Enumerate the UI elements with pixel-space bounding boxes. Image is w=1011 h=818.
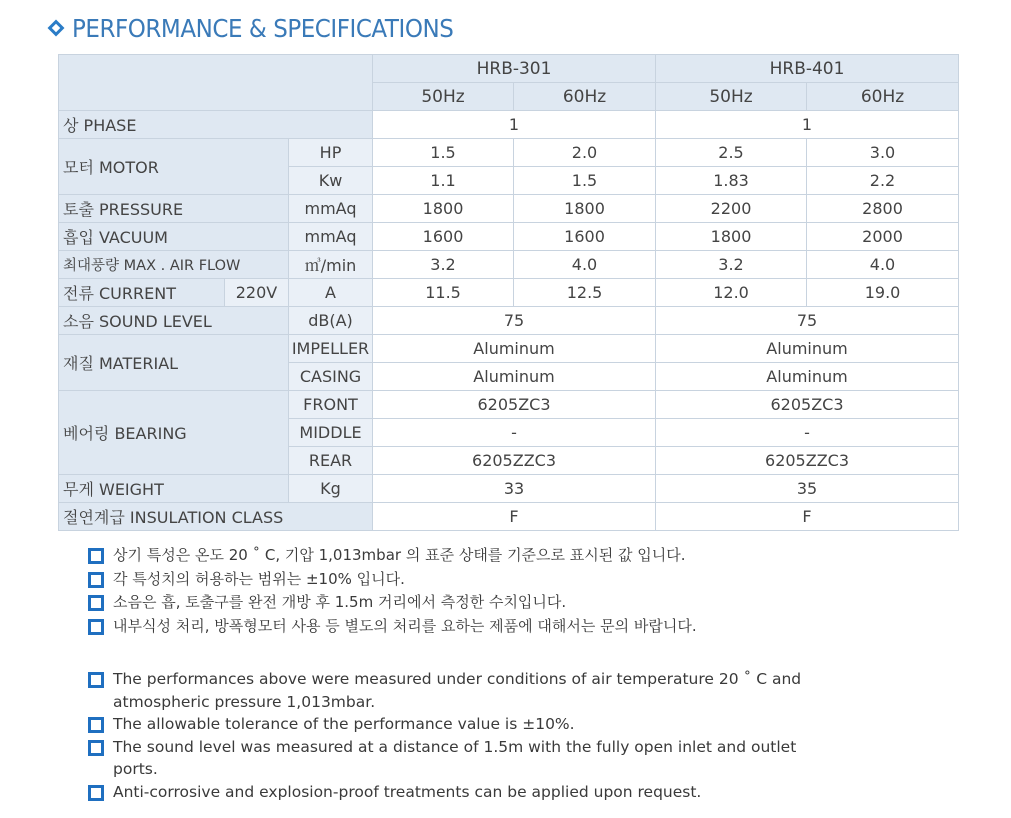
cell-value: Aluminum — [373, 363, 656, 391]
note-text: 상기 특성은 온도 20 ˚ C, 기압 1,013mbar 의 표준 상태를 기준으로 표시된 값 입니다. — [113, 546, 686, 564]
header-corner — [59, 55, 373, 111]
cell-value: 4.0 — [514, 251, 656, 279]
unit-cell: MIDDLE — [289, 419, 373, 447]
row-label-motor: 모터 MOTOR — [59, 139, 289, 195]
cell-value: 6205ZZC3 — [656, 447, 959, 475]
cell-value: - — [656, 419, 959, 447]
list-item — [88, 668, 828, 713]
cell-value: 2800 — [807, 195, 959, 223]
note-text: The allowable tolerance of the performance value is ±10%. — [113, 715, 575, 733]
row-label-pressure: 토출 PRESSURE — [59, 195, 289, 223]
unit-cell: ㎥/min — [289, 251, 373, 279]
square-bullet-icon — [88, 672, 104, 688]
cell-value: 4.0 — [807, 251, 959, 279]
cell-value: 75 — [656, 307, 959, 335]
list-item — [88, 591, 697, 615]
cell-value: 1600 — [514, 223, 656, 251]
list-item — [88, 615, 697, 639]
section-title — [48, 12, 487, 44]
table-row — [59, 475, 959, 503]
unit-cell: REAR — [289, 447, 373, 475]
list-item — [88, 544, 697, 568]
cell-value: 1.83 — [656, 167, 807, 195]
unit-cell: mmAq — [289, 195, 373, 223]
table-row — [59, 251, 959, 279]
row-label-material: 재질 MATERIAL — [59, 335, 289, 391]
cell-value: 11.5 — [373, 279, 514, 307]
cell-value: 1 — [373, 111, 656, 139]
square-bullet-icon — [88, 619, 104, 635]
notes-english — [88, 668, 828, 803]
unit-cell: CASING — [289, 363, 373, 391]
row-label-sound: 소음 SOUND LEVEL — [59, 307, 289, 335]
cell-value: 2.5 — [656, 139, 807, 167]
unit-cell: Kg — [289, 475, 373, 503]
note-text: The performances above were measured under conditions of air temperature 20 ˚ C and atmospheric pressure 1,013mbar. — [113, 670, 802, 711]
square-bullet-icon — [88, 740, 104, 756]
cell-value: 3.2 — [656, 251, 807, 279]
cell-value: 1.5 — [514, 167, 656, 195]
row-label-weight: 무게 WEIGHT — [59, 475, 289, 503]
square-bullet-icon — [88, 595, 104, 611]
freq-header: 50Hz — [656, 83, 807, 111]
notes-korean — [88, 544, 697, 638]
cell-value: 12.0 — [656, 279, 807, 307]
square-bullet-icon — [88, 785, 104, 801]
cell-value: 2.2 — [807, 167, 959, 195]
row-label-insulation: 절연계급 INSULATION CLASS — [59, 503, 373, 531]
list-item — [88, 736, 828, 781]
table-row — [59, 307, 959, 335]
row-label-airflow — [59, 251, 289, 279]
cell-value: 3.0 — [807, 139, 959, 167]
unit-cell: dB(A) — [289, 307, 373, 335]
voltage-cell: 220V — [225, 279, 289, 307]
unit-cell: A — [289, 279, 373, 307]
square-bullet-icon — [88, 717, 104, 733]
cell-value: 1800 — [514, 195, 656, 223]
cell-value: 3.2 — [373, 251, 514, 279]
note-text: 소음은 흡, 토출구를 완전 개방 후 1.5m 거리에서 측정한 수치입니다. — [113, 593, 567, 611]
cell-value: 19.0 — [807, 279, 959, 307]
square-bullet-icon — [88, 548, 104, 564]
row-label-airflow-text: 최대풍량 MAX . AIR FLOW — [63, 258, 241, 274]
table-row — [59, 55, 959, 83]
table-row — [59, 223, 959, 251]
table-row — [59, 391, 959, 419]
row-label-bearing: 베어링 BEARING — [59, 391, 289, 475]
cell-value: 6205ZZC3 — [373, 447, 656, 475]
cell-value: 1800 — [373, 195, 514, 223]
note-text: The sound level was measured at a distance of 1.5m with the fully open inlet and outlet ports. — [113, 737, 797, 778]
list-item — [88, 713, 828, 736]
table-row — [59, 111, 959, 139]
model-header-hrb301: HRB-301 — [373, 55, 656, 83]
cell-value: 1.5 — [373, 139, 514, 167]
table-row — [59, 335, 959, 363]
model-header-hrb401: HRB-401 — [656, 55, 959, 83]
list-item — [88, 781, 828, 804]
cell-value: 75 — [373, 307, 656, 335]
square-bullet-icon — [88, 572, 104, 588]
cell-value: 6205ZC3 — [373, 391, 656, 419]
unit-cell: mmAq — [289, 223, 373, 251]
row-label-vacuum: 흡입 VACUUM — [59, 223, 289, 251]
cell-value: 6205ZC3 — [656, 391, 959, 419]
unit-cell: HP — [289, 139, 373, 167]
cell-value: 2000 — [807, 223, 959, 251]
note-text: Anti-corrosive and explosion-proof treatments can be applied upon request. — [113, 782, 702, 801]
unit-cell: Kw — [289, 167, 373, 195]
note-text: 내부식성 처리, 방폭형모터 사용 등 별도의 처리를 요하는 제품에 대해서는 문의 바랍니다. — [113, 616, 697, 635]
cell-value: 35 — [656, 475, 959, 503]
cell-value: 1 — [656, 111, 959, 139]
list-item — [88, 568, 697, 592]
section-title-text: PERFORMANCE & SPECIFICATIONS — [72, 13, 454, 43]
cell-value: F — [656, 503, 959, 531]
table-row — [59, 503, 959, 531]
freq-header: 50Hz — [373, 83, 514, 111]
row-label-current: 전류 CURRENT — [59, 279, 225, 307]
cell-value: 2.0 — [514, 139, 656, 167]
cell-value: 2200 — [656, 195, 807, 223]
cell-value: Aluminum — [656, 363, 959, 391]
cell-value: - — [373, 419, 656, 447]
table-row — [59, 195, 959, 223]
freq-header: 60Hz — [807, 83, 959, 111]
diamond-bullet-icon — [48, 20, 65, 37]
cell-value: 33 — [373, 475, 656, 503]
cell-value: 12.5 — [514, 279, 656, 307]
table-row — [59, 279, 959, 307]
unit-cell: IMPELLER — [289, 335, 373, 363]
cell-value: 1.1 — [373, 167, 514, 195]
unit-cell: FRONT — [289, 391, 373, 419]
freq-header: 60Hz — [514, 83, 656, 111]
cell-value: 1800 — [656, 223, 807, 251]
spec-table — [58, 54, 959, 531]
note-text: 각 특성치의 허용하는 범위는 ±10% 입니다. — [113, 569, 405, 588]
cell-value: Aluminum — [373, 335, 656, 363]
row-label-phase: 상 PHASE — [59, 111, 373, 139]
cell-value: Aluminum — [656, 335, 959, 363]
cell-value: 1600 — [373, 223, 514, 251]
cell-value: F — [373, 503, 656, 531]
table-row — [59, 139, 959, 167]
